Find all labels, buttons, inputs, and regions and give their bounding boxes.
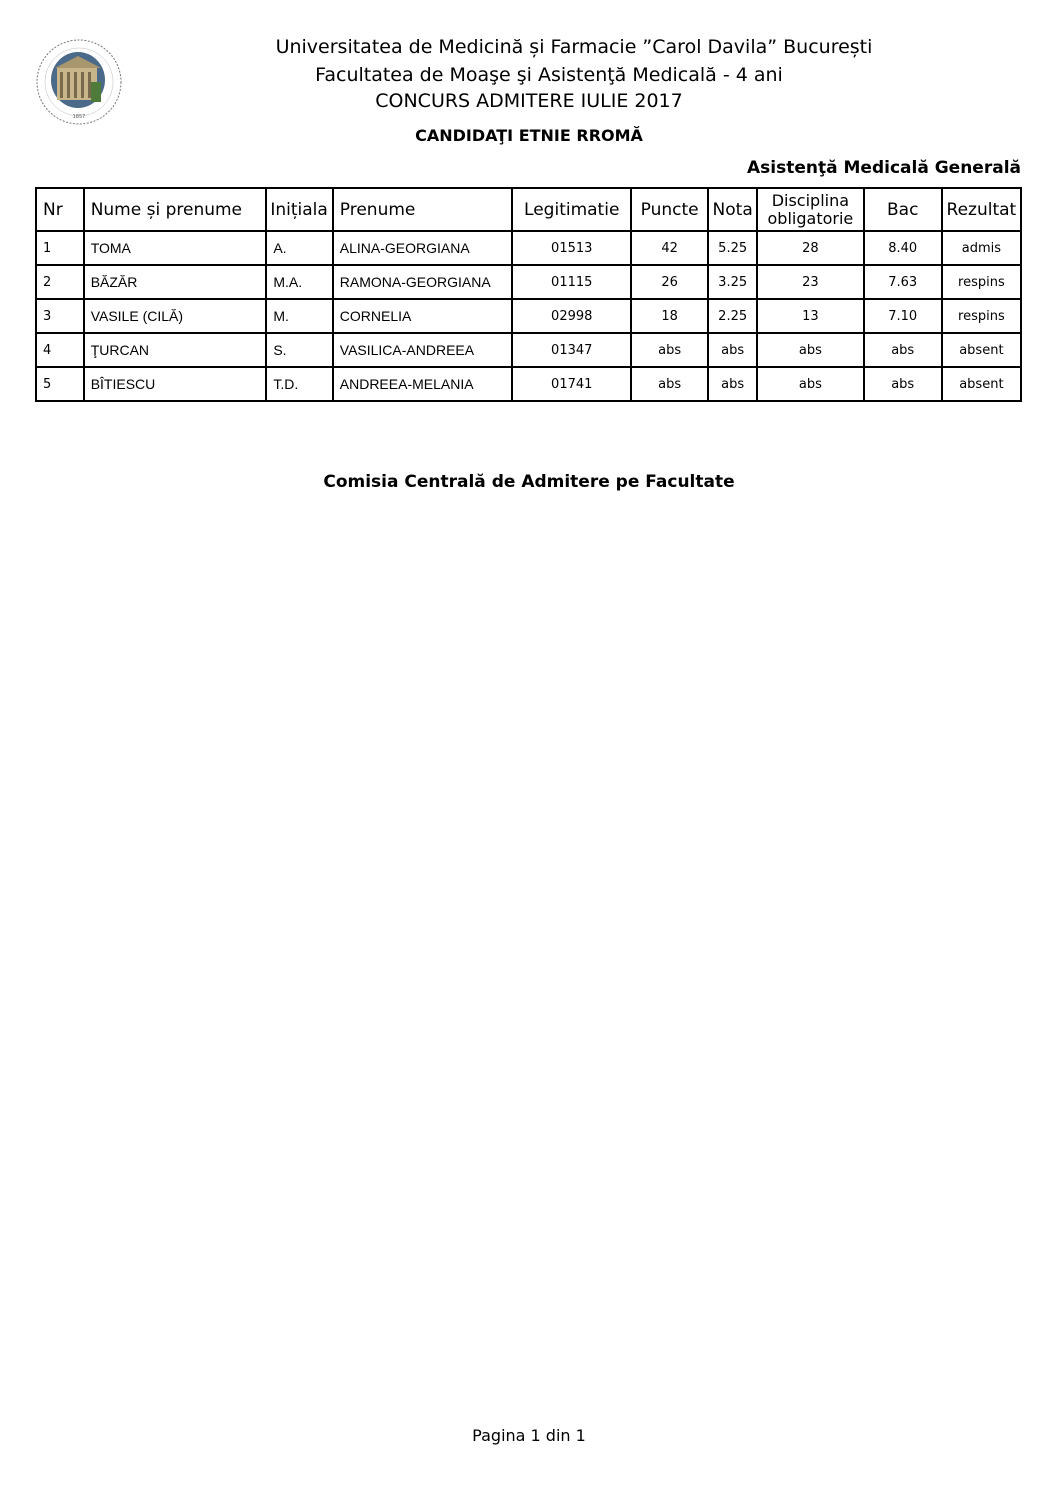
cell-nr: 5 <box>36 367 84 401</box>
contest-title: CONCURS ADMITERE IULIE 2017 <box>375 90 683 112</box>
cell-nr: 1 <box>36 231 84 265</box>
cell-name: VASILE (CILĂ) <box>84 299 267 333</box>
cell-bac: abs <box>864 367 942 401</box>
cell-initial: M. <box>266 299 332 333</box>
specialization-title: Asistenţă Medicală Generală <box>747 158 1021 178</box>
cell-firstname: RAMONA-GEORGIANA <box>333 265 513 299</box>
col-grade: Nota <box>708 188 757 231</box>
col-result: Rezultat <box>942 188 1021 231</box>
university-name: Universitatea de Medicină și Farmacie ”Carol Davila” București <box>275 36 873 58</box>
cell-result: admis <box>942 231 1021 265</box>
cell-initial: T.D. <box>266 367 332 401</box>
table-row <box>36 231 1021 265</box>
cell-nr: 2 <box>36 265 84 299</box>
col-firstname: Prenume <box>333 188 513 231</box>
cell-grade: 5.25 <box>708 231 757 265</box>
cell-firstname: CORNELIA <box>333 299 513 333</box>
cell-discipline: abs <box>757 333 864 367</box>
cell-result: respins <box>942 299 1021 333</box>
cell-discipline: 23 <box>757 265 864 299</box>
cell-points: 42 <box>631 231 708 265</box>
cell-discipline: 13 <box>757 299 864 333</box>
cell-bac: 7.10 <box>864 299 942 333</box>
cell-bac: 8.40 <box>864 231 942 265</box>
cell-result: absent <box>942 333 1021 367</box>
cell-discipline: abs <box>757 367 864 401</box>
page-number: Pagina 1 din 1 <box>472 1426 586 1445</box>
cell-grade: 3.25 <box>708 265 757 299</box>
table-header-row <box>36 188 1021 231</box>
cell-discipline: 28 <box>757 231 864 265</box>
cell-initial: A. <box>266 231 332 265</box>
cell-id: 01513 <box>512 231 631 265</box>
cell-firstname: ALINA-GEORGIANA <box>333 231 513 265</box>
cell-grade: abs <box>708 367 757 401</box>
cell-bac: 7.63 <box>864 265 942 299</box>
cell-firstname: VASILICA-ANDREEA <box>333 333 513 367</box>
col-id: Legitimatie <box>512 188 631 231</box>
cell-id: 01347 <box>512 333 631 367</box>
faculty-name: Facultatea de Moaşe şi Asistenţă Medicală - 4 ani <box>315 64 783 86</box>
cell-nr: 4 <box>36 333 84 367</box>
cell-name: ŢURCAN <box>84 333 267 367</box>
table-row <box>36 367 1021 401</box>
cell-result: absent <box>942 367 1021 401</box>
svg-text:1857: 1857 <box>72 114 86 120</box>
cell-points: 26 <box>631 265 708 299</box>
cell-initial: S. <box>266 333 332 367</box>
col-bac: Bac <box>864 188 942 231</box>
cell-points: abs <box>631 367 708 401</box>
cell-points: 18 <box>631 299 708 333</box>
col-initial: Inițiala <box>266 188 332 231</box>
cell-initial: M.A. <box>266 265 332 299</box>
table-row <box>36 333 1021 367</box>
col-nr: Nr <box>36 188 84 231</box>
results-table <box>35 187 1022 402</box>
cell-result: respins <box>942 265 1021 299</box>
cell-name: TOMA <box>84 231 267 265</box>
cell-id: 01115 <box>512 265 631 299</box>
cell-nr: 3 <box>36 299 84 333</box>
cell-id: 01741 <box>512 367 631 401</box>
cell-grade: 2.25 <box>708 299 757 333</box>
table-row <box>36 299 1021 333</box>
table-row <box>36 265 1021 299</box>
cell-points: abs <box>631 333 708 367</box>
cell-id: 02998 <box>512 299 631 333</box>
cell-grade: abs <box>708 333 757 367</box>
cell-name: BĂZĂR <box>84 265 267 299</box>
col-points: Puncte <box>631 188 708 231</box>
cell-firstname: ANDREEA-MELANIA <box>333 367 513 401</box>
cell-bac: abs <box>864 333 942 367</box>
category-title: CANDIDAŢI ETNIE RROMĂ <box>415 126 643 145</box>
col-discipline: Disciplina obligatorie <box>757 188 864 231</box>
commission-label: Comisia Centrală de Admitere pe Facultate <box>323 472 735 492</box>
cell-name: BÎTIESCU <box>84 367 267 401</box>
col-name: Nume și prenume <box>84 188 267 231</box>
